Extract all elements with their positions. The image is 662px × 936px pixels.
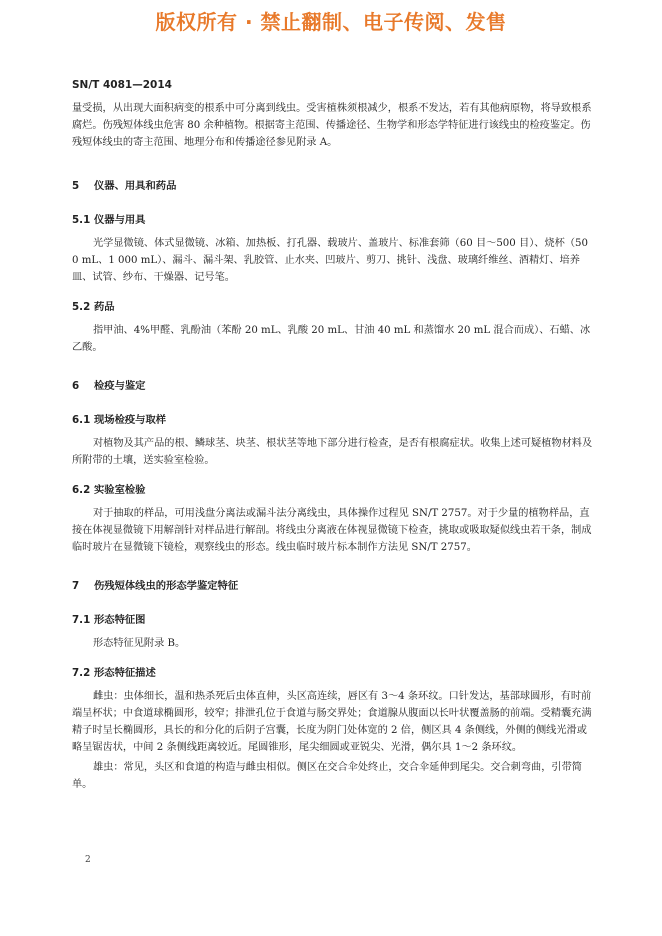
section-number: 6 [72, 379, 80, 392]
reagents-paragraph: 指甲油、4%甲醛、乳酚油（苯酚 20 mL、乳酸 20 mL、甘油 40 mL 和蒸馏水 20 mL 混合而成）、石蜡、冰乙酸。 [72, 325, 591, 354]
section-title: 实验室检验 [94, 484, 146, 497]
section-6-2-heading [72, 481, 594, 496]
section-title: 检疫与鉴定 [94, 379, 146, 392]
field-inspection-paragraph: 对植物及其产品的根、鳞球茎、块茎、根状茎等地下部分进行检查，是否有根腐症状。收集上述可疑植物材料及所附带的土壤，送实验室检验。 [72, 437, 593, 466]
section-number: 6.1 [72, 413, 91, 426]
section-number: 5.1 [72, 213, 91, 226]
section-title: 伤残短体线虫的形态学鉴定特征 [94, 579, 239, 592]
morph-figure-paragraph: 形态特征见附录 B。 [93, 637, 186, 649]
copyright-watermark: 版权所有 · 禁止翻制、电子传阅、发售 [155, 10, 507, 34]
intro-paragraph: 量受损，从出现大面积病变的根系中可分离到线虫。受害植株须根减少，根系不发达，若有其他病原物，将导致根系腐烂。伤残短体线虫危害 80 余种植物。根据寄主范围、传播途径、生物学和形态学特征进行该线虫的检疫鉴定。伤残短体线虫的寄主范围、地理分布和传播途径参见附录 A。 [72, 103, 592, 149]
section-7-heading [72, 577, 594, 592]
section-title: 药品 [94, 301, 115, 314]
page-number: 2 [85, 855, 91, 865]
section-title: 仪器与用具 [94, 213, 146, 226]
instruments-paragraph: 光学显微镜、体式显微镜、冰箱、加热板、打孔器、载玻片、盖玻片、标准套筛（60 目～500 目）、烧杯（500 mL、1 000 mL）、漏斗、漏斗架、乳胶管、止水夹、凹玻片、剪刀、挑针、浅盘、玻璃纤维丝、酒精灯、培养皿、试管、纱布、干燥器、记号笔。 [72, 237, 588, 284]
section-number: 7.1 [72, 613, 91, 626]
section-title: 形态特征描述 [94, 666, 156, 679]
section-5-heading [72, 177, 594, 192]
lab-test-paragraph: 对于抽取的样品，可用浅盘分离法或漏斗法分离线虫，具体操作过程见 SN/T 2757。对于少量的植物样品，直接在体视显微镜下用解剖针对样品进行解剖。将线虫分离液在体视显微镜下检查，挑取或吸取疑似线虫若干条，制成临时玻片在显微镜下镜检，观察线虫的形态。线虫临时玻片标本制作方法见 SN/T 2757。 [72, 508, 592, 554]
standard-code: SN/T 4081—2014 [72, 79, 172, 91]
section-number: 5.2 [72, 301, 91, 314]
section-6-1-heading [72, 411, 594, 426]
female-description-paragraph: 雌虫：虫体细长，温和热杀死后虫体直伸，头区高连续，唇区有 3～4 条环纹。口针发达，基部球圆形，有时前端呈杯状；中食道球椭圆形，较窄；排泄孔位于食道与肠交界处；食道腺从腹面以长叶状覆盖肠的前端。受精囊充满精子时呈长椭圆形，具长的和分化的后阴子宫囊，长度为阴门处体宽的 2 倍，侧区具 4 条侧线，外侧的侧线光滑或略呈锯齿状，中间 2 条侧线距离较近。尾圆锥形，尾尖细圆或亚锐尖、光滑，偶尔具 1～2 条环纹。 [72, 690, 592, 754]
section-number: 7 [72, 579, 80, 592]
section-7-2-heading [72, 664, 594, 679]
section-title: 仪器、用具和药品 [94, 179, 177, 192]
section-title: 现场检疫与取样 [94, 413, 167, 426]
section-number: 5 [72, 179, 80, 192]
section-5-2-heading [72, 298, 594, 313]
section-number: 7.2 [72, 666, 91, 679]
male-description-paragraph: 雄虫：常见，头区和食道的构造与雌虫相似。侧区在交合伞处终止，交合伞延伸到尾尖。交合刺弯曲，引带简单。 [72, 761, 582, 790]
section-7-1-heading [72, 611, 594, 626]
document-body [72, 100, 594, 793]
section-number: 6.2 [72, 484, 91, 497]
section-6-heading [72, 377, 594, 392]
section-5-1-heading [72, 211, 594, 226]
section-title: 形态特征图 [94, 613, 146, 626]
